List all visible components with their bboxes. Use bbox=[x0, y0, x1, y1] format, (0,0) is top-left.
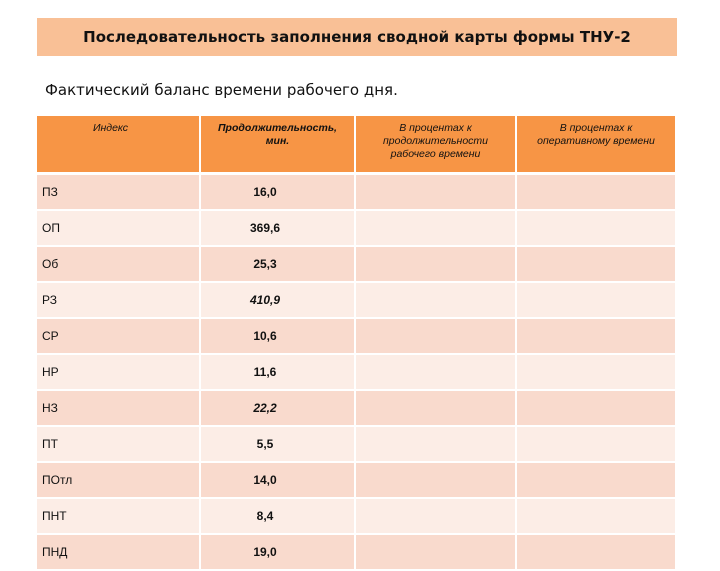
cell-index: РЗ bbox=[37, 282, 200, 318]
cell-pct-oper bbox=[516, 462, 676, 498]
cell-duration: 25,3 bbox=[200, 246, 355, 282]
cell-duration: 10,6 bbox=[200, 318, 355, 354]
cell-pct-work bbox=[355, 282, 516, 318]
table-row bbox=[37, 354, 676, 390]
cell-index: ОП bbox=[37, 210, 200, 246]
cell-duration: 19,0 bbox=[200, 534, 355, 570]
cell-pct-work bbox=[355, 246, 516, 282]
header-duration: Продолжительность, мин. bbox=[200, 116, 355, 174]
header-pct-work: В процентах к продолжительности рабочего времени bbox=[355, 116, 516, 174]
cell-duration: 410,9 bbox=[200, 282, 355, 318]
cell-pct-work bbox=[355, 390, 516, 426]
cell-pct-work bbox=[355, 498, 516, 534]
cell-duration: 5,5 bbox=[200, 426, 355, 462]
header-pct-oper: В процентах к оперативному времени bbox=[516, 116, 676, 174]
table-row bbox=[37, 282, 676, 318]
cell-index: СР bbox=[37, 318, 200, 354]
table-row bbox=[37, 498, 676, 534]
cell-duration: 369,6 bbox=[200, 210, 355, 246]
cell-index: НР bbox=[37, 354, 200, 390]
table-row bbox=[37, 462, 676, 498]
cell-pct-oper bbox=[516, 390, 676, 426]
table-row bbox=[37, 174, 676, 211]
cell-index: НЗ bbox=[37, 390, 200, 426]
cell-pct-oper bbox=[516, 210, 676, 246]
cell-index: ПНТ bbox=[37, 498, 200, 534]
cell-pct-work bbox=[355, 462, 516, 498]
table-row bbox=[37, 426, 676, 462]
cell-duration: 11,6 bbox=[200, 354, 355, 390]
cell-pct-oper bbox=[516, 498, 676, 534]
cell-pct-work bbox=[355, 534, 516, 570]
cell-pct-oper bbox=[516, 318, 676, 354]
balance-table bbox=[37, 116, 677, 571]
cell-pct-oper bbox=[516, 354, 676, 390]
cell-index: ПЗ bbox=[37, 174, 200, 211]
cell-pct-oper bbox=[516, 534, 676, 570]
cell-pct-work bbox=[355, 174, 516, 211]
header-index: Индекс bbox=[37, 116, 200, 174]
subtitle: Фактический баланс времени рабочего дня. bbox=[45, 81, 398, 99]
cell-pct-oper bbox=[516, 174, 676, 211]
table-header-row bbox=[37, 116, 676, 174]
cell-pct-work bbox=[355, 210, 516, 246]
cell-index: Об bbox=[37, 246, 200, 282]
cell-pct-oper bbox=[516, 426, 676, 462]
cell-duration: 16,0 bbox=[200, 174, 355, 211]
table-row bbox=[37, 246, 676, 282]
cell-pct-oper bbox=[516, 246, 676, 282]
table-row bbox=[37, 534, 676, 570]
cell-index: ПОтл bbox=[37, 462, 200, 498]
cell-pct-oper bbox=[516, 282, 676, 318]
table-row bbox=[37, 318, 676, 354]
slide-title bbox=[37, 18, 677, 56]
cell-duration: 8,4 bbox=[200, 498, 355, 534]
table-row bbox=[37, 210, 676, 246]
cell-index: ПНД bbox=[37, 534, 200, 570]
cell-pct-work bbox=[355, 354, 516, 390]
cell-pct-work bbox=[355, 318, 516, 354]
cell-duration: 14,0 bbox=[200, 462, 355, 498]
cell-index: ПТ bbox=[37, 426, 200, 462]
cell-pct-work bbox=[355, 426, 516, 462]
slide-title-text: Последовательность заполнения сводной карты формы ТНУ-2 bbox=[83, 28, 631, 46]
cell-duration: 22,2 bbox=[200, 390, 355, 426]
table-row bbox=[37, 390, 676, 426]
